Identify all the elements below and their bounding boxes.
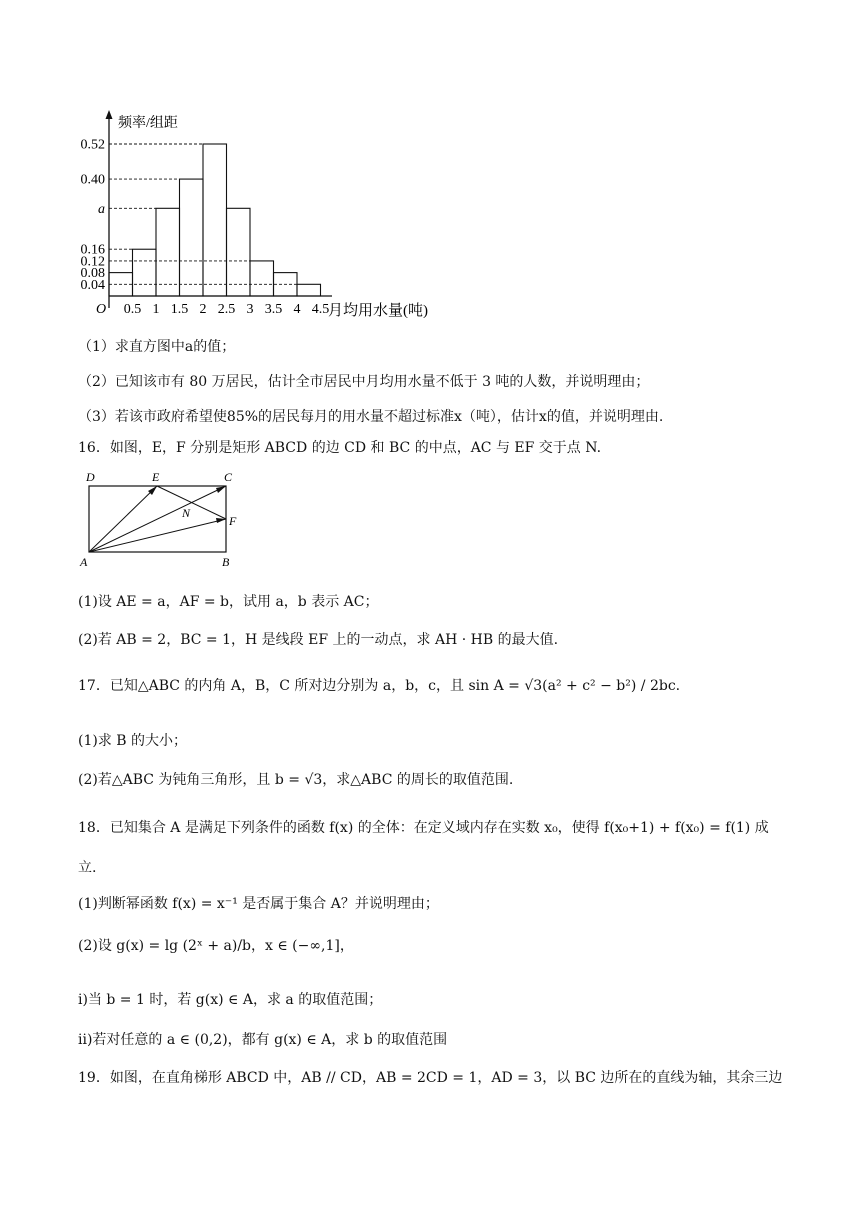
y-tick-label: 0.16 <box>80 242 105 258</box>
q16-part2: (2)若 AB = 2，BC = 1，H 是线段 EF 上的一动点，求 AH · HB 的最大值. <box>78 632 559 648</box>
segment-af <box>89 519 226 552</box>
q17-part1: (1)求 B 的大小； <box>78 733 188 749</box>
label-c: C <box>224 470 233 484</box>
q19-stem: 19．如图，在直角梯形 ABCD 中，AB // CD，AB = 2CD = 1，AD = 3，以 BC 边所在的直线为轴，其余三边 <box>78 1070 783 1086</box>
y-tick-labels <box>81 138 106 293</box>
y-tick-label: 0.40 <box>80 172 105 188</box>
histogram-bar <box>156 208 180 296</box>
y-tick-label: 0.52 <box>80 137 105 153</box>
label-f: F <box>229 514 237 528</box>
q15-part2: （2）已知该市有 80 万居民，估计全市居民中月均用水量不低于 3 吨的人数，并说明理由； <box>78 374 650 390</box>
x-tick-label: 4.5 <box>311 302 330 317</box>
q18-part2-ii: ii)若对任意的 a ∈ (0,2)，都有 g(x) ∈ A，求 b 的取值范围 <box>78 1032 448 1048</box>
q18-stem-line2: 立. <box>78 860 97 876</box>
y-tick-label: a <box>98 201 105 217</box>
x-tick-label: 3 <box>246 302 254 317</box>
histogram <box>70 108 470 318</box>
label-e: E <box>152 470 160 484</box>
histogram-bar <box>250 261 274 296</box>
y-axis-arrow <box>106 110 113 119</box>
y-tick-label: 0.12 <box>80 254 105 270</box>
q18-stem-line1: 18．已知集合 A 是满足下列条件的函数 f(x) 的全体：在定义域内存在实数 x₀，使得 f(x₀+1) + f(x₀) = f(1) 成 <box>78 820 769 836</box>
x-tick-label: 2.5 <box>217 302 236 317</box>
q18-part2: (2)设 g(x) = lg (2ˣ + a)/b，x ∈ (−∞,1]， <box>78 938 354 954</box>
segment-ae <box>89 486 157 552</box>
q15-part3: （3）若该市政府希望使85%的居民每月的用水量不超过标准x（吨），估计x的值，并说明理由. <box>78 409 664 425</box>
x-axis-label: 月均用水量(吨) <box>328 303 428 318</box>
x-tick-label: 2 <box>199 302 207 317</box>
q18-part2-i: i)当 b = 1 时，若 g(x) ∈ A，求 a 的取值范围； <box>78 992 383 1008</box>
label-n: N <box>182 506 191 520</box>
label-a: A <box>80 555 88 569</box>
x-tick-label: 3.5 <box>264 302 283 317</box>
q17-part2: (2)若△ABC 为钝角三角形，且 b = √3，求△ABC 的周长的取值范围. <box>78 772 514 788</box>
label-b: B <box>222 555 230 569</box>
origin-label: O <box>96 302 107 317</box>
q16-stem: 16．如图，E，F 分别是矩形 ABCD 的边 CD 和 BC 的中点，AC 与 EF 交于点 N. <box>78 440 602 456</box>
segment-ac <box>89 486 226 552</box>
label-d: D <box>86 470 95 484</box>
x-tick-labels <box>124 302 330 317</box>
y-axis-label: 频率/组距 <box>118 116 178 131</box>
rectangle-diagram <box>76 466 266 576</box>
q18-part1: (1)判断幂函数 f(x) = x⁻¹ 是否属于集合 A？并说明理由； <box>78 896 439 912</box>
y-tick-label: 0.04 <box>80 277 105 293</box>
q17-stem: 17．已知△ABC 的内角 A，B，C 所对边分别为 a，b，c，且 sin A = √3(a² + c² − b²) / 2bc. <box>78 678 681 694</box>
histogram-bar <box>297 284 321 296</box>
histogram-bar <box>227 208 251 296</box>
arrowhead-c <box>216 486 226 493</box>
x-tick-label: 1 <box>152 302 160 317</box>
histogram-bar <box>133 249 157 296</box>
histogram-bar <box>203 144 227 296</box>
histogram-bar <box>180 179 204 296</box>
y-tick-label: 0.08 <box>80 266 105 282</box>
x-tick-label: 0.5 <box>123 302 142 317</box>
histogram-bars <box>109 144 321 296</box>
x-tick-label: 4 <box>293 302 301 317</box>
q16-part1: (1)设 AE = a，AF = b，试用 a，b 表示 AC； <box>78 594 379 610</box>
q15-part1: （1）求直方图中a的值； <box>78 339 236 355</box>
x-tick-label: 1.5 <box>170 302 189 317</box>
